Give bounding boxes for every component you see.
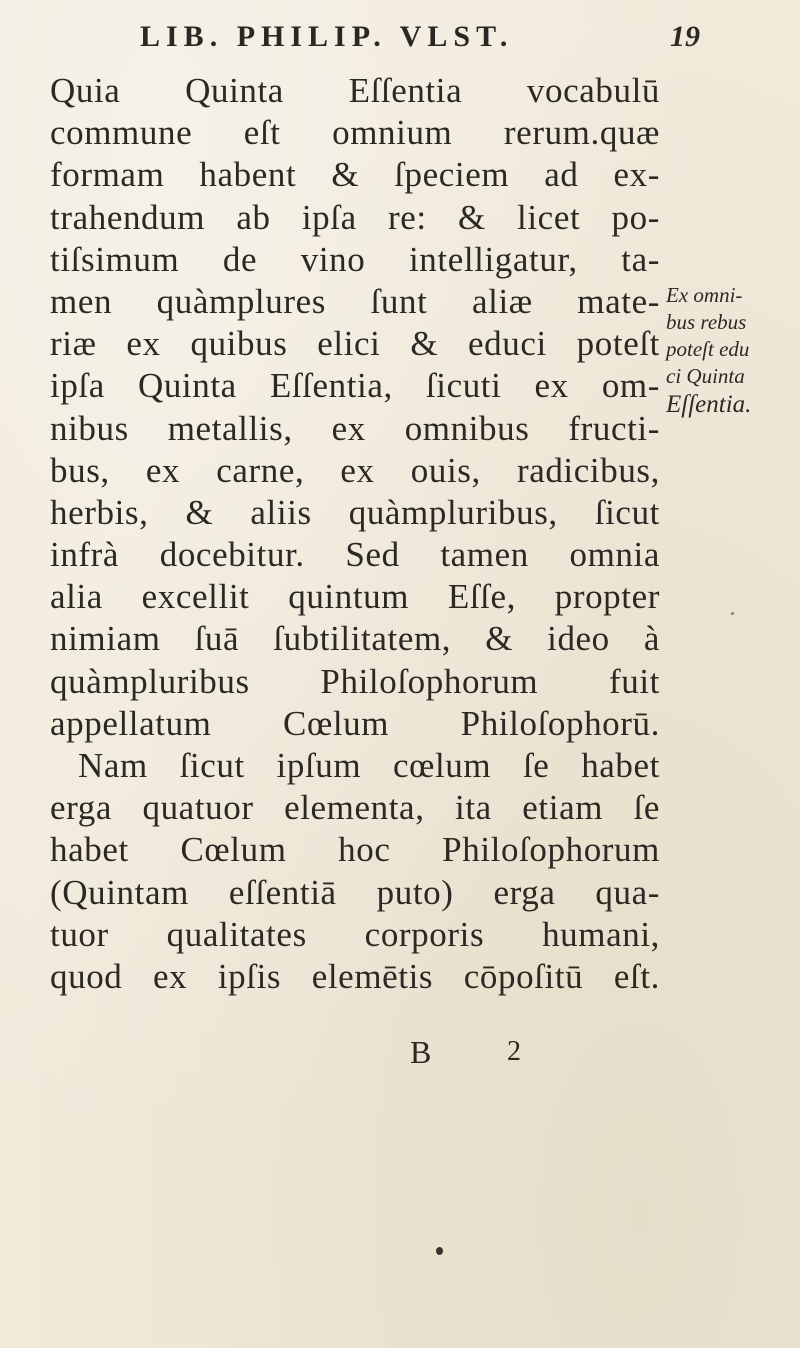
text-line-14: nimiam ſuā ſubtilitatem, & ideo à <box>50 619 660 659</box>
text-line-13: alia excellit quintum Eſſe, propter <box>50 577 660 617</box>
text-line-2: commune eſt omnium rerum.quæ <box>50 113 660 153</box>
running-head <box>140 18 700 58</box>
text-line-11: herbis, & aliis quàmpluribus, ſicut <box>50 492 660 532</box>
text-line-15: quàmpluribus Philoſophorum fuit <box>50 661 660 701</box>
paper-speck <box>731 612 734 615</box>
text-line-6: men quàmplures ſunt aliæ mate- <box>50 281 660 321</box>
text-line-5: tiſsimum de vino intelligatur, ta- <box>50 239 660 279</box>
text-line-19: habet Cœlum hoc Philoſophorum <box>50 830 660 870</box>
margin-note-line-4: ci Quinta <box>666 364 745 388</box>
text-line-1: Quia Quinta Eſſentia vocabulū <box>50 71 660 110</box>
text-line-20: (Quintam eſſentiā puto) erga qua- <box>50 872 660 912</box>
text-line-21: tuor qualitates corporis humani, <box>50 914 660 954</box>
marginal-note <box>666 282 800 420</box>
margin-note-line-1: Ex omni- <box>666 283 743 307</box>
text-line-8: ipſa Quinta Eſſentia, ſicuti ex om- <box>50 366 660 406</box>
text-line-3: formam habent & ſpeciem ad ex- <box>50 155 660 195</box>
signature-number: 2 <box>507 1036 521 1067</box>
text-line-4: trahendum ab ipſa re: & licet po- <box>50 197 660 237</box>
signature-mark <box>410 1034 550 1070</box>
page-number: 19 <box>670 20 700 53</box>
text-line-16: appellatum Cœlum Philoſophorū. <box>50 703 660 743</box>
text-line-12: infrà docebitur. Sed tamen omnia <box>50 535 660 575</box>
signature-letter: B <box>410 1034 432 1070</box>
margin-note-line-5: Eſſentia. <box>666 391 752 418</box>
text-line-17: Nam ſicut ipſum cœlum ſe habet <box>78 746 660 785</box>
text-line-10: bus, ex carne, ex ouis, radicibus, <box>50 450 660 490</box>
main-text-block <box>50 70 660 998</box>
text-line-7: riæ ex quibus elici & educi poteſt <box>50 324 660 364</box>
margin-note-line-2: bus rebus <box>666 310 747 334</box>
margin-note-line-3: poteſt edu <box>666 337 750 361</box>
running-title: LIB. PHILIP. VLST. <box>140 20 514 53</box>
text-line-18: erga quatuor elementa, ita etiam ſe <box>50 788 660 828</box>
text-line-22: quod ex ipſis elemētis cōpoſitū eſt. <box>50 956 660 996</box>
ink-speck <box>436 1247 443 1255</box>
text-line-9: nibus metallis, ex omnibus fructi- <box>50 408 660 448</box>
